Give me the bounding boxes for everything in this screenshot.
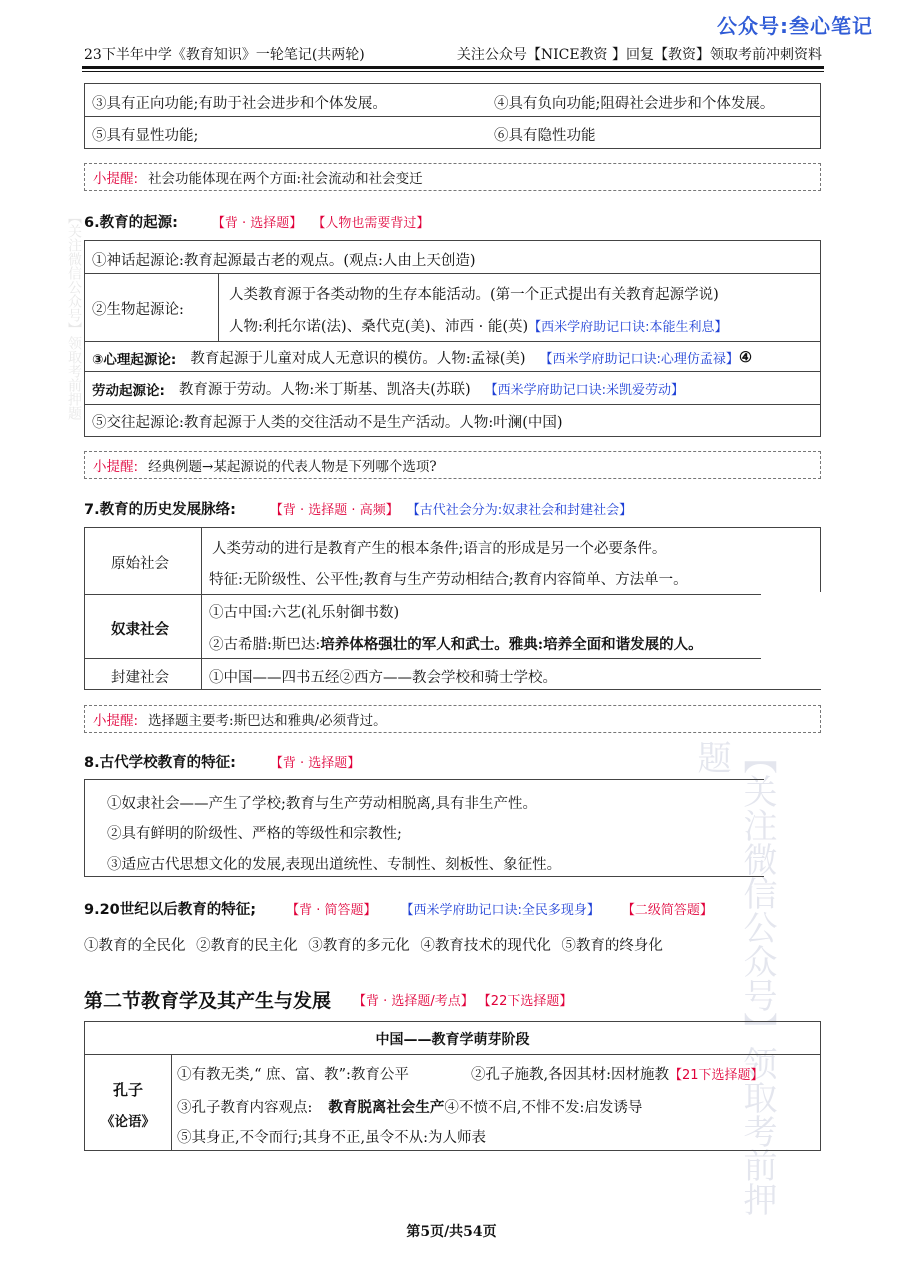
history-slave-l2	[209, 633, 703, 654]
history-sparta-athens: 培养体格强壮的军人和武士。雅典:培养全面和谐发展的人。	[320, 636, 703, 653]
origin-psy-text: 教育起源于儿童对成人无意识的模仿。人物:孟禄(美)	[190, 351, 526, 367]
origin-psy-mnemonic: 【西米学府助记口诀:心理仿孟禄】	[539, 352, 739, 367]
origin-psy-label: ③心理起源论:	[92, 351, 177, 368]
confucius-l1a: ①有教无类,“ 庶、富、教”:教育公平	[177, 1067, 409, 1083]
header-left: 23下半年中学《教育知识》一轮笔记(共两轮)	[84, 47, 365, 63]
tip-label-2: 小提醒:	[93, 459, 139, 475]
history-feudal-text: ①中国——四书五经②西方——教会学校和骑士学校。	[209, 670, 557, 686]
china-table	[84, 1021, 821, 1151]
origin-bio-label: ②生物起源论:	[92, 302, 184, 318]
ancient-l1: ①奴隶社会——产生了学校;教育与生产劳动相脱离,具有非生产性。	[107, 796, 537, 812]
history-table	[84, 527, 821, 690]
history-slave-l1: ①古中国:六艺(礼乐射御书数)	[209, 605, 400, 621]
confucius-l3: ⑤其身正,不令而行;其身不正,虽令不从:为人师表	[177, 1130, 486, 1146]
sec2-title: 第二节教育学及其产生与发展	[84, 990, 332, 1012]
sec2-tag-exam: 【22下选择题】	[477, 994, 573, 1009]
history-primitive-l1: 人类劳动的进行是教育产生的根本条件;语言的形成是另一个必要条件。	[212, 541, 667, 557]
page-number: 第5页/共54页	[406, 1224, 497, 1240]
origin-bio-people: 人物:利托尔诺(法)、桑代克(美)、沛西 · 能(英)	[229, 319, 529, 335]
origin-bio-desc: 人类教育源于各类动物的生存本能活动。(第一个正式提出有关教育起源学说)	[229, 287, 719, 303]
s9-tag: 【背 · 简答题】	[286, 903, 377, 918]
origin-labor-text: 教育源于劳动。人物:米丁斯基、凯洛夫(苏联)	[178, 382, 471, 398]
history-sparta: ②古希腊:斯巴达:	[209, 637, 321, 653]
function-4: ④具有负向功能;阻碍社会进步和个体发展。	[494, 96, 775, 112]
s6-title: 6.教育的起源:	[84, 215, 178, 231]
s7-heading	[84, 498, 632, 519]
ancient-school-box	[84, 779, 764, 877]
tip-text-2: 经典例题→某起源说的代表人物是下列哪个选项?	[148, 459, 437, 475]
watermark-right: 【关注微信公众号】领取考前押题	[691, 740, 777, 1216]
tip-box-2	[84, 451, 821, 479]
s6-heading	[84, 211, 429, 232]
confucius-name: 孔子	[112, 1081, 143, 1099]
s6-tag: 【背 · 选择题】	[211, 216, 303, 231]
s9-title: 9.20世纪以后教育的特征;	[84, 902, 257, 918]
tip-text-3: 选择题主要考:斯巴达和雅典/必须背过。	[148, 713, 387, 729]
origin-labor-row	[92, 378, 684, 399]
s8-heading	[84, 751, 360, 772]
history-slave-label: 奴隶社会	[111, 621, 169, 638]
header-right: 关注公众号【NICE教资 】回复【教资】领取考前冲刺资料	[456, 47, 822, 63]
history-primitive-label: 原始社会	[111, 556, 169, 572]
brand-logo: 公众号:叁心笔记	[717, 14, 873, 38]
ancient-l3: ③适应古代思想文化的发展,表现出道统性、专制性、刻板性、象征性。	[107, 857, 562, 873]
s8-title: 8.古代学校教育的特征:	[84, 755, 236, 771]
watermark-left: 【关注微信公众号】领取考前押题	[66, 210, 82, 420]
china-table-title: 中国——教育学萌芽阶段	[375, 1032, 530, 1048]
origin-comm: ⑤交往起源论:教育起源于人类的交往活动不是生产活动。人物:叶澜(中国)	[92, 415, 563, 431]
s9-items: ①教育的全民化 ②教育的民主化 ③教育的多元化 ④教育技术的现代化 ⑤教育的终身化	[84, 938, 663, 954]
origin-labor-mnemonic: 【西米学府助记口诀:米凯爱劳动】	[484, 383, 684, 398]
functions-table	[84, 83, 821, 149]
tip-box	[84, 163, 821, 191]
tip-box-3	[84, 705, 821, 733]
confucius-l1-tag: 【21下选择题】	[669, 1068, 764, 1083]
tip-text: 社会功能体现在两个方面:社会流动和社会变迁	[148, 171, 423, 187]
confucius-l1b-row	[471, 1063, 764, 1084]
s7-title: 7.教育的历史发展脉络:	[84, 502, 236, 518]
history-feudal-label: 封建社会	[111, 670, 169, 686]
function-3: ③具有正向功能;有助于社会进步和个体发展。	[92, 96, 387, 112]
origin-labor-label: 劳动起源论:	[92, 382, 165, 399]
s9-mnemonic: 【西米学府助记口诀:全民多现身】	[400, 903, 600, 918]
s9-heading	[84, 898, 713, 919]
origin-psy-row	[92, 347, 752, 368]
s6-tag-people: 【人物也需要背过】	[312, 216, 430, 231]
ancient-l2: ②具有鲜明的阶级性、严格的等级性和宗教性;	[107, 826, 402, 842]
origin-bio-people-row	[229, 315, 728, 336]
sec2-heading	[84, 986, 572, 1013]
s9-tag-level: 【二级简答题】	[621, 903, 713, 918]
confucius-l2b: 教育脱离社会生产	[328, 1099, 445, 1116]
sec2-tag: 【背 · 选择题/考点】	[353, 994, 474, 1009]
tip-label: 小提醒:	[93, 171, 139, 187]
header-rule-thin	[82, 71, 824, 72]
s8-tag: 【背 · 选择题】	[269, 756, 361, 771]
function-5: ⑤具有显性功能;	[92, 128, 199, 144]
confucius-l2c: ④不愤不启,不悱不发:启发诱导	[444, 1100, 643, 1116]
origin-myth: ①神话起源论:教育起源最古老的观点。(观点:人由上天创造)	[92, 253, 476, 269]
confucius-l2	[177, 1096, 642, 1117]
function-6: ⑥具有隐性功能	[494, 128, 596, 144]
s7-tag: 【背 · 选择题 · 高频】	[269, 503, 399, 518]
origin-psy-tail: ④	[738, 349, 752, 366]
confucius-book: 《论语》	[101, 1114, 155, 1130]
confucius-l1b: ②孔子施教,各因其材:因材施教	[471, 1067, 669, 1083]
page-header	[84, 44, 822, 64]
header-rule	[82, 66, 824, 69]
origin-table	[84, 240, 821, 437]
history-primitive-l2: 特征:无阶级性、公平性;教育与生产劳动相结合;教育内容简单、方法单一。	[209, 572, 688, 588]
confucius-l2a: ③孔子教育内容观点:	[177, 1100, 313, 1116]
origin-bio-mnemonic: 【西米学府助记口诀:本能生利息】	[528, 320, 728, 335]
tip-label-3: 小提醒:	[93, 713, 139, 729]
s7-tag-society: 【古代社会分为:奴隶社会和封建社会】	[406, 503, 633, 518]
